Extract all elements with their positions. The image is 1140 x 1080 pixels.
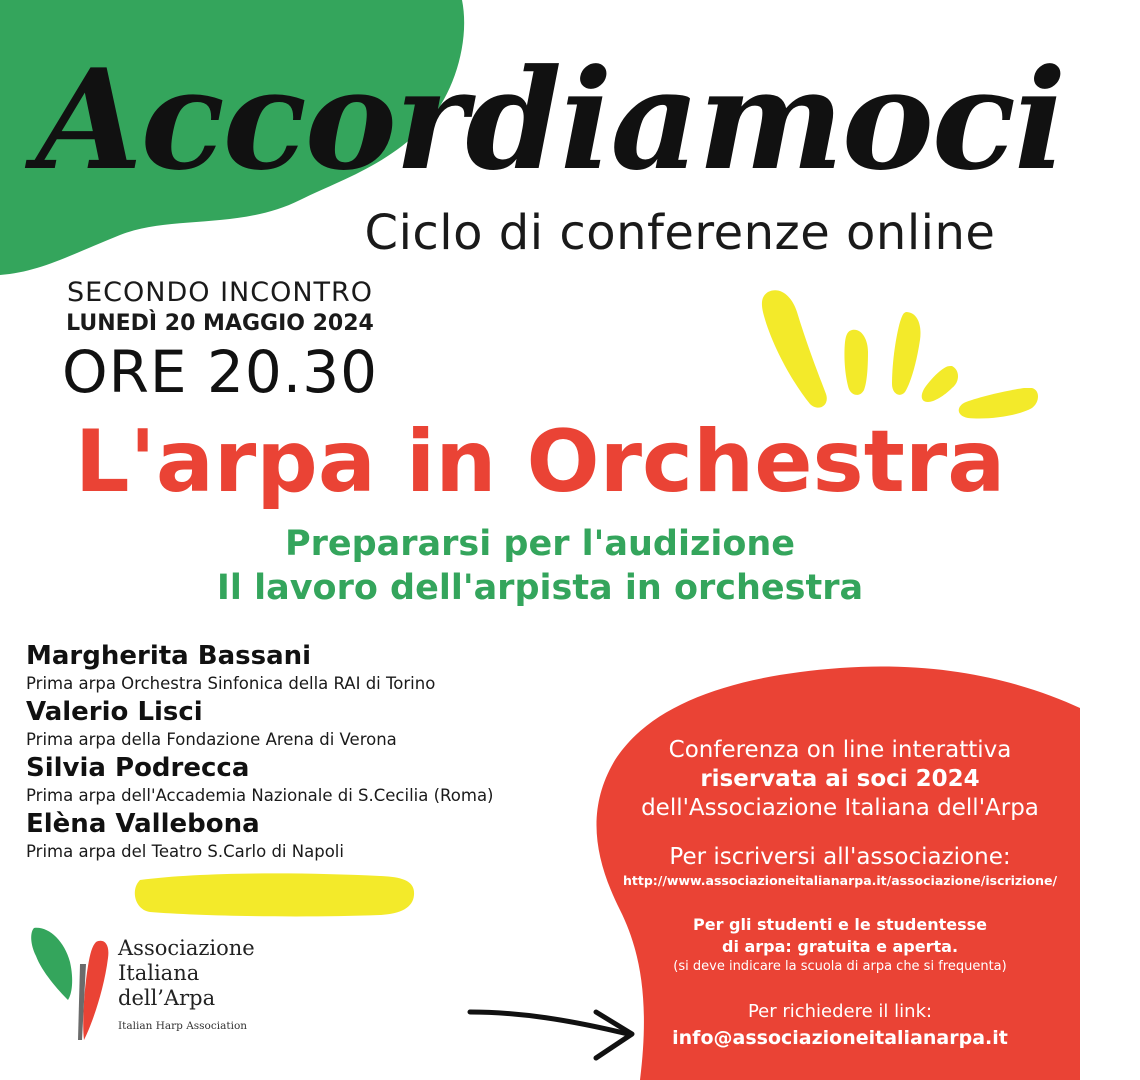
speaker-role: Prima arpa Orchestra Sinfonica della RAI di Torino <box>26 674 436 693</box>
speaker-role: Prima arpa della Fondazione Arena di Verona <box>26 730 397 749</box>
speaker-role: Prima arpa dell'Accademia Nazionale di S.Cecilia (Roma) <box>26 786 494 805</box>
info-line-1: Conferenza on line interattiva <box>668 737 1012 763</box>
logo-line-1: Associazione <box>118 936 255 960</box>
logo-line-3: dell’Arpa <box>118 986 216 1010</box>
speaker <box>26 808 606 864</box>
speaker <box>26 640 606 696</box>
speaker-name: Margherita Bassani <box>26 641 312 671</box>
script-title <box>35 18 1065 208</box>
topic-2: Il lavoro dell'arpista in orchestra <box>216 568 864 608</box>
contact-email[interactable]: info@associazioneitalianarpa.it <box>672 1027 1008 1049</box>
speaker <box>26 696 606 752</box>
speaker-name: Elèna Vallebona <box>26 809 260 839</box>
association-logo <box>118 936 255 1035</box>
signup-url[interactable]: http://www.associazioneitalianarpa.it/associazione/iscrizione/ <box>622 873 1058 888</box>
sparkle-icon <box>762 290 1038 418</box>
script-title-text: Accordiamoci <box>35 38 1065 201</box>
main-title: L'arpa in Orchestra <box>74 412 1006 512</box>
topic-1: Prepararsi per l'audizione <box>284 524 796 564</box>
harp-logo-icon <box>31 928 108 1040</box>
meeting-date: LUNEDÌ 20 MAGGIO 2024 <box>66 311 374 336</box>
meeting-label: SECONDO INCONTRO <box>66 277 374 308</box>
speaker <box>26 752 606 808</box>
speaker-role: Prima arpa del Teatro S.Carlo di Napoli <box>26 842 344 861</box>
info-line-2: riservata ai soci 2024 <box>700 766 980 792</box>
logo-line-2: Italiana <box>118 961 200 985</box>
logo-tagline: Italian Harp Association <box>118 1020 248 1032</box>
students-line-1: Per gli studenti e le studentesse <box>693 915 987 934</box>
meeting-info <box>20 278 420 404</box>
students-note: (si deve indicare la scuola di arpa che si frequenta) <box>673 959 1007 974</box>
info-panel <box>600 736 1080 1052</box>
yellow-brush-stroke <box>135 873 414 916</box>
signup-label: Per iscriversi all'associazione: <box>669 844 1011 870</box>
subtitle: Ciclo di conferenze online <box>364 205 996 261</box>
students-line-2: di arpa: gratuita e aperta. <box>721 937 959 956</box>
topics <box>0 522 1140 610</box>
speaker-name: Silvia Podrecca <box>26 753 250 783</box>
info-line-3: dell'Associazione Italiana dell'Arpa <box>641 795 1039 821</box>
speaker-name: Valerio Lisci <box>26 697 203 727</box>
speakers-list <box>26 640 606 864</box>
link-label: Per richiedere il link: <box>747 1001 933 1022</box>
meeting-time: ORE 20.30 <box>61 338 379 406</box>
